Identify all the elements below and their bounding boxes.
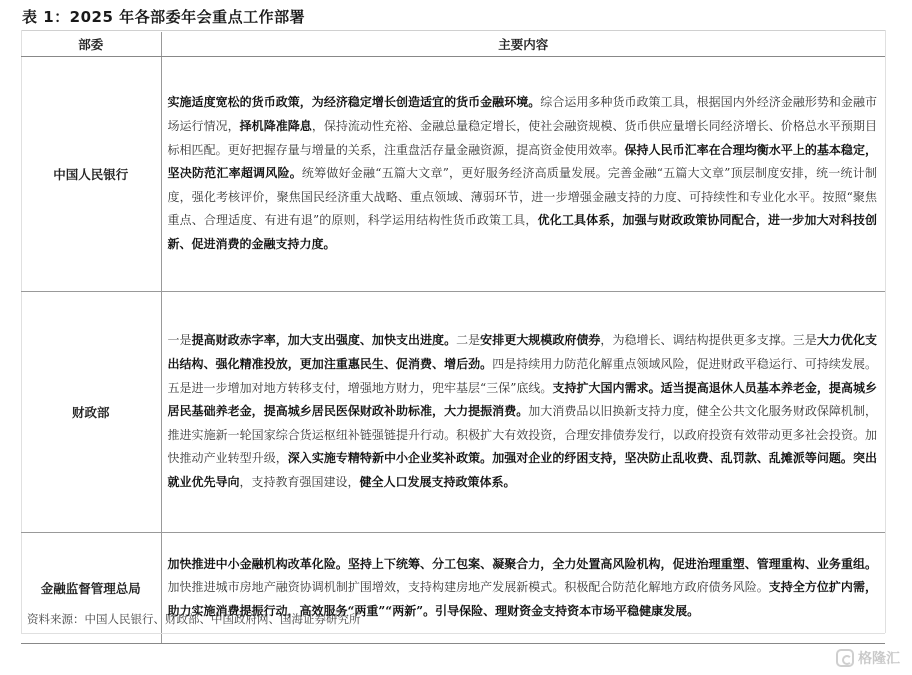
table-border-right [885, 30, 886, 633]
dept-name: 中国人民银行 [21, 57, 161, 292]
text-segment: ，支持教育强国建设， [239, 474, 360, 489]
table-header-row [21, 32, 885, 57]
row-content [161, 57, 885, 292]
title-divider [21, 30, 885, 31]
table-border-bottom [21, 633, 885, 634]
text-segment: ，保持流动性充裕、金融总量稳定增长，使社会融资规模、货币供应量增长同经济增长、价格总水平预期目标相匹配。更好把握存量与增量的关系，注重盘活存量金融资源，提高资金使用效率。 [167, 119, 877, 157]
bold-text-segment: 加快推进中小金融机构改革化险。坚持上下统筹、分工包案、凝聚合力，全力处置高风险机构，促进治理重塑、管理重构、业务重组。 [167, 556, 877, 571]
bold-text-segment: 大力优化支出结构、强化精准投放，更加注重惠民生、促消费、增后劲。 [167, 333, 877, 372]
bold-text-segment: 安排更大规模政府债券 [480, 333, 601, 348]
dept-name: 财政部 [21, 292, 161, 533]
bold-text-segment: 健全人口发展支持政策体系。 [359, 474, 516, 489]
text-segment: 统筹做好金融“五篇大文章”，更好服务经济高质量发展。完善金融“五篇大文章”顶层制度安排，统一统计制度，强化考核评价，聚焦国民经济重大战略、重点领域、薄弱环节，进一步增强金融支持的力度、可持续性和专业化水平。按照“聚焦重点、合理适度、有进有退”的原则，科学运用结构性货币政策工具， [167, 166, 877, 228]
bold-text-segment: 择机降准降息 [239, 119, 312, 134]
policy-table [21, 32, 885, 644]
bold-text-segment: 优化工具体系，加强与财政政策协同配合，进一步加大对科技创新、促进消费的金融支持力度。 [167, 213, 877, 251]
text-segment: 一是 [167, 333, 192, 348]
table-row [21, 57, 885, 292]
header-dept: 部委 [21, 32, 161, 57]
text-segment: 综合运用多种货币政策工具，根据国内外经济金融形势和金融市场运行情况， [167, 95, 877, 134]
row-content [161, 292, 885, 533]
bold-text-segment: 支持扩大国内需求。适当提高退休人员基本养老金，提高城乡居民基础养老金，提高城乡居民医保财政补助标准，大力提振消费。 [167, 380, 877, 419]
bold-text-segment: 支持全方位扩内需，助力实施消费提振行动，高效服务“两重”“两新”。引导保险、理财资金支持资本市场平稳健康发展。 [167, 580, 877, 618]
table-row [21, 292, 885, 533]
source-note: 资料来源：中国人民银行、财政部、中国政府网、国海证券研究所 [27, 612, 361, 626]
watermark-text: 格隆汇 [858, 651, 900, 667]
header-content: 主要内容 [161, 32, 885, 57]
watermark [836, 648, 900, 668]
bold-text-segment: 实施适度宽松的货币政策，为经济稳定增长创造适宜的货币金融环境。 [167, 95, 541, 110]
text-segment: 加大消费品以旧换新支持力度，健全公共文化服务财政保障机制，推进实施新一轮国家综合货运枢纽补链强链提升行动。积极扩大有效投资，合理安排债券发行，以政府投资有效带动更多社会投资。加快推动产业转型升级， [167, 404, 877, 466]
text-segment: 四是持续用力防范化解重点领域风险，促进财政平稳运行、可持续发展。五是进一步增加对地方转移支付，增强地方财力，兜牢基层“三保”底线。 [167, 357, 877, 395]
text-segment: 二是 [456, 333, 481, 348]
bold-text-segment: 深入实施专精特新中小企业奖补政策。加强对企业的纾困支持，坚决防止乱收费、乱罚款、乱摊派等问题。突出就业优先导向 [167, 451, 877, 489]
dept-name: 金融监督管理总局 [21, 533, 161, 644]
text-segment: ，为稳增长、调结构提供更多支撑。三是 [600, 333, 817, 348]
watermark-logo-icon [836, 649, 854, 667]
bold-text-segment: 保持人民币汇率在合理均衡水平上的基本稳定，坚决防范汇率超调风险。 [167, 142, 877, 181]
bold-text-segment: 提高财政赤字率，加大支出强度、加快支出进度。 [191, 333, 457, 348]
text-segment: 加快推进城市房地产融资协调机制扩围增效，支持构建房地产发展新模式。积极配合防范化解地方政府债务风险。 [167, 580, 769, 595]
table-title: 表 1：2025 年各部委年会重点工作部署 [22, 8, 306, 26]
